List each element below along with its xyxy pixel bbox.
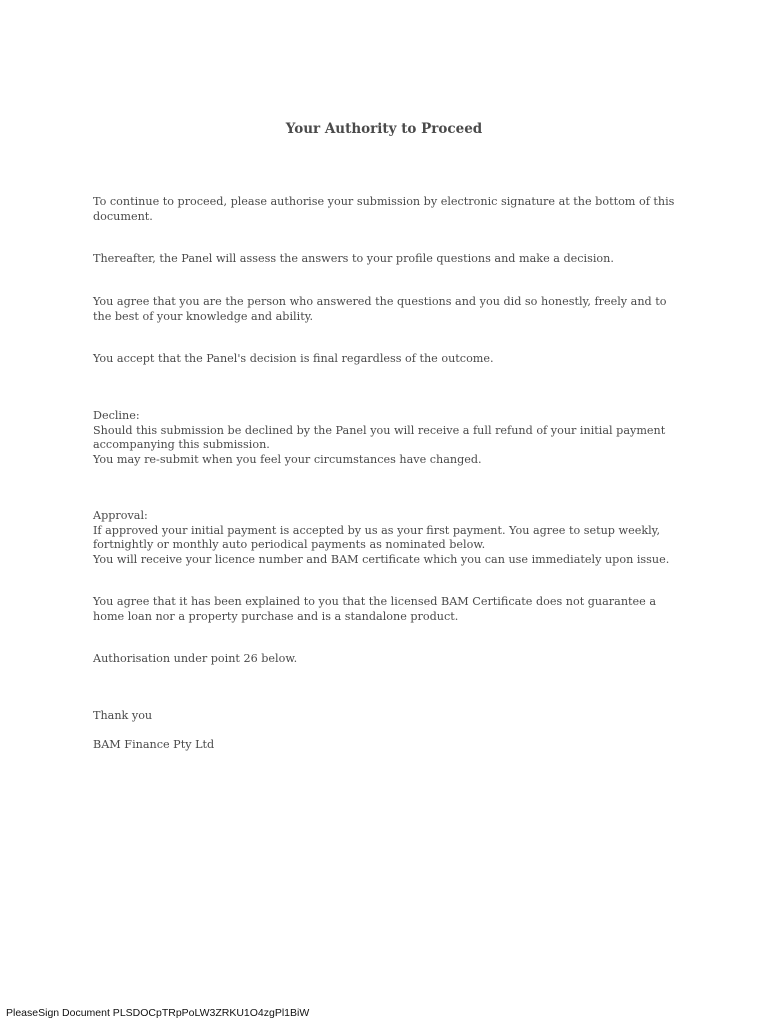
closing-thanks: Thank you: [93, 709, 153, 722]
paragraph-final-decision: You accept that the Panel's decision is final regardless of the outcome.: [93, 352, 494, 365]
approval-payment-text: If approved your initial payment is accepted by us as your first payment. You agree to setup weekly, fortnightly or monthly auto periodical payments as nominated below.: [93, 523, 661, 551]
paragraph-assessment: Thereafter, the Panel will assess the answers to your profile questions and make a decision.: [93, 252, 614, 265]
approval-heading: Approval:: [93, 509, 148, 522]
decline-resubmit-text: You may re-submit when you feel your circumstances have changed.: [93, 452, 482, 466]
decline-refund-text: Should this submission be declined by the Panel you will receive a full refund of your initial payment accompanying this submission.: [93, 423, 666, 451]
paragraph-proceed: To continue to proceed, please authorise your submission by electronic signature at the bottom of this document.: [93, 195, 675, 223]
paragraph-agreement: You agree that you are the person who answered the questions and you did so honestly, freely and to the best of your knowledge and ability.: [93, 295, 667, 323]
decline-heading: Decline:: [93, 409, 140, 422]
closing-signoff: BAM Finance Pty Ltd: [93, 738, 215, 751]
document-title: Your Authority to Proceed: [285, 121, 483, 137]
approval-licence-text: You will receive your licence number and BAM certificate which you can use immediately upon issue.: [93, 552, 670, 566]
paragraph-disclaimer: You agree that it has been explained to you that the licensed BAM Certificate does not guarantee a home loan nor a property purchase and is a standalone product.: [93, 595, 656, 623]
paragraph-authorisation: Authorisation under point 26 below.: [93, 652, 298, 665]
decline-section: [93, 409, 678, 467]
approval-section: [93, 509, 678, 567]
document-footer-id: PleaseSign Document PLSDOCpTRpPoLW3ZRKU1O4zgPl1BiW: [6, 1007, 310, 1019]
